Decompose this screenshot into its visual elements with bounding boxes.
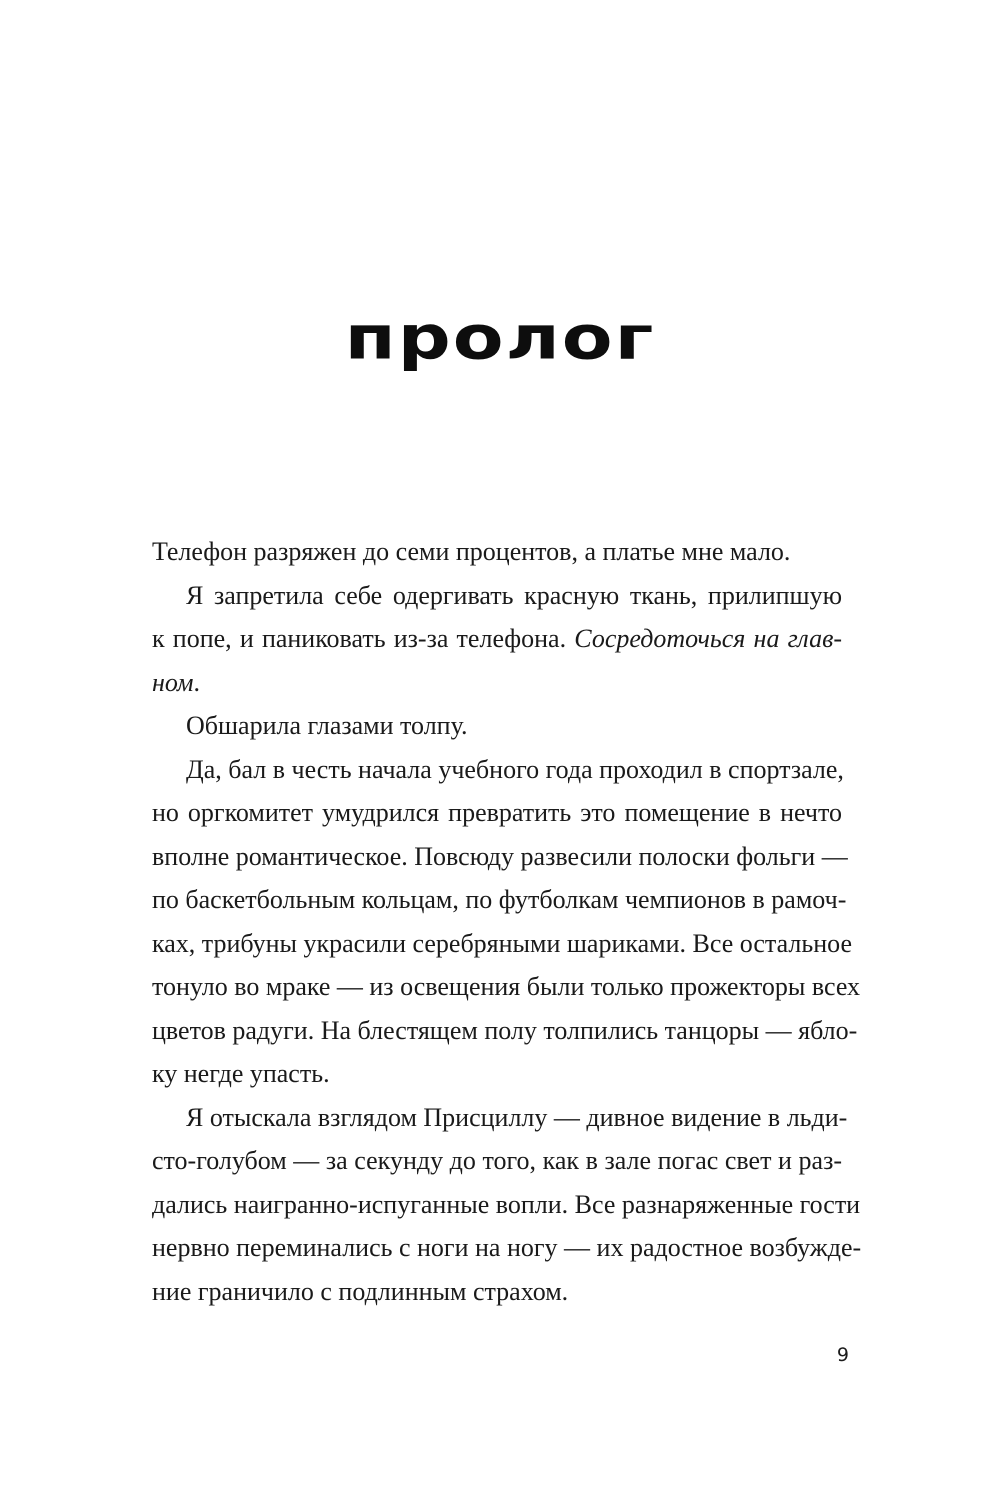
text-line: тонуло во мраке — из освещения были только прожекторы всех xyxy=(152,972,861,1001)
text-line: дались наигранно-испуганные вопли. Все разнаряженные гости xyxy=(152,1189,861,1219)
italic-text: Сосредоточься на глав- xyxy=(574,624,843,653)
text-line: ку негде упасть. xyxy=(152,1059,330,1088)
page-number: 9 xyxy=(836,1344,849,1366)
text-line: Я запретила себе одергивать красную ткань, прилипшую xyxy=(186,580,842,610)
text-line xyxy=(152,617,842,661)
text-line: ках, трибуны украсили серебряными шариками. Все остальное xyxy=(152,928,852,958)
text-line: нервно переминались с ноги на ногу — их радостное возбужде- xyxy=(152,1233,862,1262)
text-line: по баскетбольным кольцам, по футболкам чемпионов в рамоч- xyxy=(152,885,847,914)
chapter-title: пролог xyxy=(344,302,656,374)
text-line: Обшарила глазами толпу. xyxy=(186,711,468,740)
text-span: к попе, и паниковать из-за телефона. xyxy=(152,624,567,653)
text-line: Я отыскала взглядом Присциллу — дивное видение в льди- xyxy=(186,1102,848,1132)
italic-text: ном xyxy=(152,667,194,697)
text-line: но оргкомитет умудрился превратить это помещение в нечто xyxy=(152,798,842,827)
text-line: Телефон разряжен до семи процентов, а платье мне мало. xyxy=(152,537,791,566)
text-line: цветов радуги. На блестящем полу толпились танцоры — ябло- xyxy=(152,1015,858,1045)
text-line: ние граничило с подлинным страхом. xyxy=(152,1276,569,1306)
text-line: ном. xyxy=(152,667,201,697)
text-line: Да, бал в честь начала учебного года проходил в спортзале, xyxy=(186,754,844,784)
body-text xyxy=(152,530,862,1313)
text-line: сто-голубом — за секунду до того, как в зале погас свет и раз- xyxy=(152,1146,842,1175)
text-line: вполне романтическое. Повсюду развесили полоски фольги — xyxy=(152,841,848,871)
